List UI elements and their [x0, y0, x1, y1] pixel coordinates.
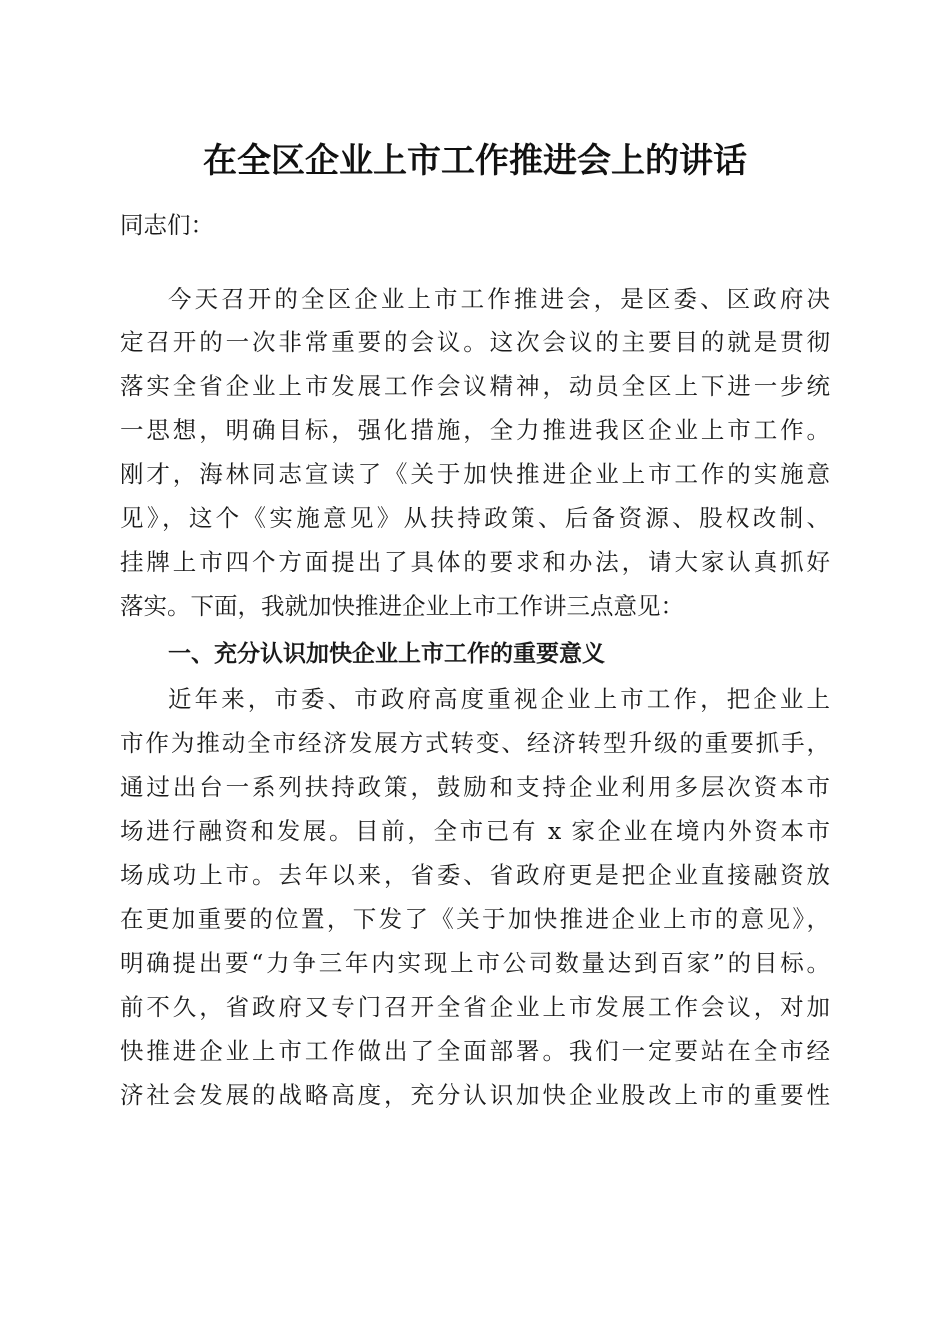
paragraph-2-line-7: 明确提出要“力争三年内实现上市公司数量达到百家”的目标。 — [120, 949, 830, 977]
section-1-heading: 一、充分认识加快企业上市工作的重要意义 — [168, 641, 605, 667]
paragraph-2-line-9: 快推进企业上市工作做出了全面部署。我们一定要站在全市经 — [120, 1037, 830, 1065]
paragraph-2-line-10: 济社会发展的战略高度，充分认识加快企业股改上市的重要性 — [120, 1081, 830, 1109]
paragraph-1-line-6: 见》，这个《实施意见》从扶持政策、后备资源、股权改制、 — [120, 504, 830, 532]
paragraph-1-line-5: 刚才，海林同志宣读了《关于加快推进企业上市工作的实施意 — [120, 460, 830, 488]
paragraph-2-line-3: 通过出台一系列扶持政策，鼓励和支持企业利用多层次资本市 — [120, 773, 830, 801]
paragraph-1-line-8: 落实。下面，我就加快推进企业上市工作讲三点意见： — [120, 592, 684, 620]
paragraph-2-line-8: 前不久，省政府又专门召开全省企业上市发展工作会议，对加 — [120, 993, 830, 1021]
paragraph-1-line-1: 今天召开的全区企业上市工作推进会，是区委、区政府决 — [168, 285, 830, 313]
paragraph-1-line-3: 落实全省企业上市发展工作会议精神，动员全区上下进一步统 — [120, 372, 830, 400]
paragraph-1-line-4: 一思想，明确目标，强化措施，全力推进我区企业上市工作。 — [120, 416, 830, 444]
paragraph-2-line-1: 近年来，市委、市政府高度重视企业上市工作，把企业上 — [168, 685, 830, 713]
salutation: 同志们： — [120, 211, 214, 239]
paragraph-2-line-5: 场成功上市。去年以来，省委、省政府更是把企业直接融资放 — [120, 861, 830, 889]
paragraph-2-line-4: 场进行融资和发展。目前，全市已有 x 家企业在境内外资本市 — [120, 817, 830, 845]
paragraph-1-line-7: 挂牌上市四个方面提出了具体的要求和办法，请大家认真抓好 — [120, 548, 830, 576]
page-title: 在全区企业上市工作推进会上的讲话 — [203, 141, 747, 181]
paragraph-2-line-6: 在更加重要的位置，下发了《关于加快推进企业上市的意见》， — [120, 905, 830, 933]
paragraph-1-line-2: 定召开的一次非常重要的会议。这次会议的主要目的就是贯彻 — [120, 328, 830, 356]
paragraph-2-line-2: 市作为推动全市经济发展方式转变、经济转型升级的重要抓手， — [120, 729, 830, 757]
